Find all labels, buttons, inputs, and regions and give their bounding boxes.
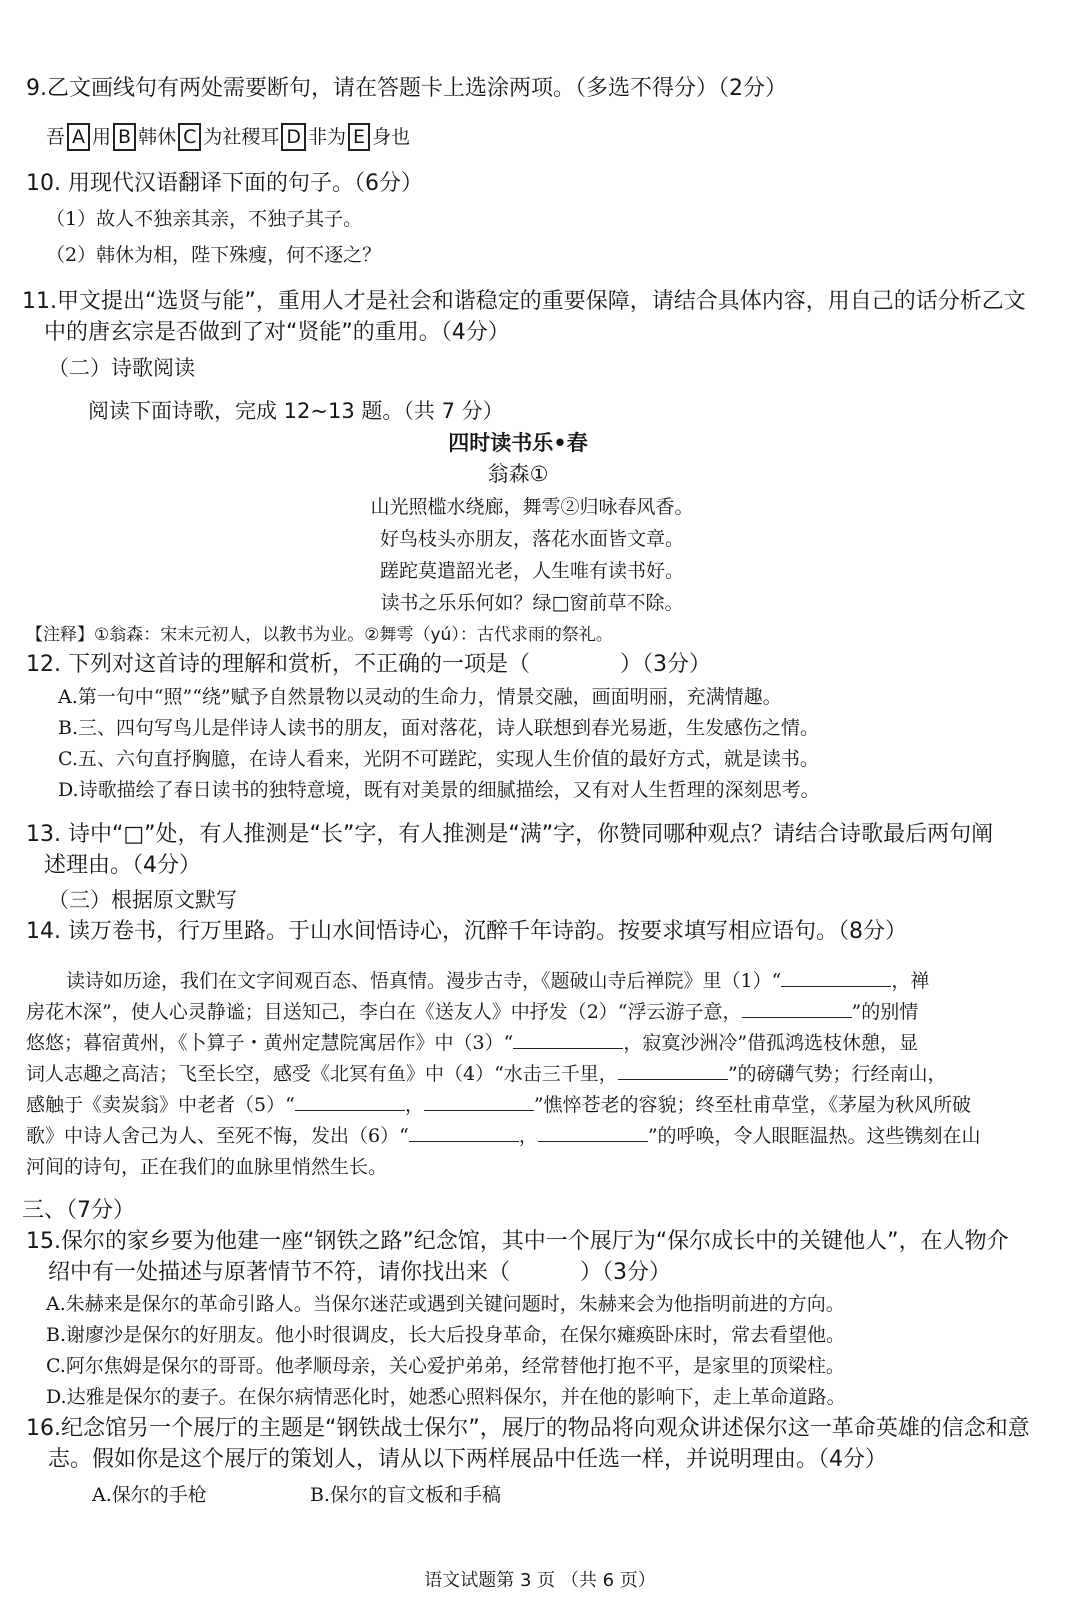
q14-text: 房花木深”，使人心灵静谧；目送知己，李白在《送友人》中抒发（2）“浮云游子意， bbox=[26, 1001, 742, 1023]
q16-line-1: 16.纪念馆另一个展厅的主题是“钢铁战士保尔”，展厅的物品将向观众讲述保尔这一革命英雄的信念和意 bbox=[26, 1416, 1030, 1441]
poem-line-1: 山光照槛水绕廊，舞雩②归咏春风香。 bbox=[370, 496, 694, 518]
q15-line-1: 15.保尔的家乡要为他建一座“钢铁之路”纪念馆，其中一个展厅为“保尔成长中的关键他人”，在人物介 bbox=[26, 1229, 1009, 1254]
q10-sentence-2: （2）韩休为相，陛下殊瘦，何不逐之？ bbox=[46, 244, 382, 266]
q9-seg-2: 用 bbox=[92, 126, 112, 148]
q9-stem: 9.乙文画线句有两处需要断句，请在答题卡上选涂两项。（多选不得分）（2分） bbox=[26, 76, 787, 101]
q10-stem: 10. 用现代汉语翻译下面的句子。（6分） bbox=[26, 171, 423, 196]
q12-option-b[interactable]: B.三、四句写鸟儿是伴诗人读书的朋友，面对落花，诗人联想到春光易逝，生发感伤之情。 bbox=[58, 717, 820, 739]
q14-para-line-4 bbox=[26, 1059, 947, 1089]
q14-text: 读诗如历途，我们在文字间观百态、悟真情。漫步古寺，《题破山寺后禅院》里（1）“ bbox=[66, 970, 782, 992]
q14-text: ，寂寞沙洲冷”借孤鸿选枝休憩，显 bbox=[623, 1032, 919, 1054]
part-three-heading: 三、（7分） bbox=[22, 1198, 135, 1223]
poem-title: 四时读书乐•春 bbox=[448, 431, 588, 455]
q9-seg-3: 韩休 bbox=[138, 126, 177, 148]
section-dictation-heading: （三）根据原文默写 bbox=[48, 888, 237, 912]
q14-para-line-1 bbox=[66, 966, 929, 996]
q14-para-line-3 bbox=[26, 1028, 918, 1058]
poem-notes: 【注释】①翁森：宋末元初人，以教书为业。②舞雩（yú）：古代求雨的祭礼。 bbox=[26, 625, 613, 645]
q9-option-b[interactable]: B bbox=[113, 123, 136, 151]
q9-seg-5: 非为 bbox=[308, 126, 347, 148]
q16-line-2: 志。假如你是这个展厅的策划人，请从以下两样展品中任选一样，并说明理由。（4分） bbox=[48, 1447, 887, 1472]
q14-text: 悠悠；暮宿黄州，《卜算子・黄州定慧院寓居作》中（3）“ bbox=[26, 1032, 514, 1054]
q14-blank-4[interactable] bbox=[618, 1059, 728, 1080]
q14-blank-6a[interactable] bbox=[409, 1121, 519, 1142]
q14-text: ”的呼唤，令人眼眶温热。这些镌刻在山 bbox=[647, 1125, 981, 1147]
q9-option-c[interactable]: C bbox=[178, 123, 201, 151]
q14-blank-3[interactable] bbox=[513, 1028, 623, 1049]
q14-text: 歌》中诗人舍己为人、至死不悔，发出（6）“ bbox=[26, 1125, 409, 1147]
q14-text: ， bbox=[404, 1094, 424, 1116]
q12-stem-text: 12. 下列对这首诗的理解和赏析，不正确的一项是（ bbox=[26, 652, 530, 677]
q14-para-line-5 bbox=[26, 1090, 971, 1120]
section-poetry-heading: （二）诗歌阅读 bbox=[48, 356, 195, 380]
poem-author: 翁森① bbox=[487, 462, 549, 486]
q12-option-d[interactable]: D.诗歌描绘了春日读书的独特意境，既有对美景的细腻描绘，又有对人生哲理的深刻思考。 bbox=[58, 779, 820, 801]
q9-seg-6: 身也 bbox=[372, 126, 411, 148]
q15-option-a[interactable]: A.朱赫来是保尔的革命引路人。当保尔迷茫或遇到关键问题时，朱赫来会为他指明前进的方向。 bbox=[46, 1293, 845, 1315]
q15-line-2 bbox=[48, 1258, 671, 1288]
q15-stem-text: 绍中有一处描述与原著情节不符，请你找出来（ bbox=[48, 1260, 511, 1285]
page-footer: 语文试题第 3 页 （共 6 页） bbox=[424, 1570, 656, 1591]
q14-text: ，禅 bbox=[891, 970, 930, 992]
q15-option-b[interactable]: B.谢廖沙是保尔的好朋友。他小时很调皮，长大后投身革命，在保尔瘫痪卧床时，常去看望他。 bbox=[46, 1324, 846, 1346]
q14-blank-2[interactable] bbox=[742, 997, 852, 1018]
q15-option-d[interactable]: D.达雅是保尔的妻子。在保尔病情恶化时，她悉心照料保尔，并在他的影响下，走上革命道路。 bbox=[46, 1386, 846, 1408]
q9-seg-1: 吾 bbox=[46, 126, 66, 148]
q12-stem bbox=[26, 650, 711, 680]
q14-blank-5b[interactable] bbox=[424, 1090, 534, 1111]
q14-text: ， bbox=[518, 1125, 538, 1147]
q12-stem-score: ）（3分） bbox=[619, 652, 711, 677]
q14-blank-1[interactable] bbox=[781, 966, 891, 987]
q14-stem: 14. 读万卷书，行万里路。于山水间悟诗心，沉醉千年诗韵。按要求填写相应语句。（8分） bbox=[26, 919, 907, 944]
q14-text: ”的磅礴气势；行经南山， bbox=[727, 1063, 947, 1085]
poem-intro: 阅读下面诗歌，完成 12~13 题。（共 7 分） bbox=[88, 399, 504, 423]
q14-text: 词人志趣之高洁；飞至长空，感受《北冥有鱼》中（4）“水击三千里， bbox=[26, 1063, 618, 1085]
q15-stem-score: ）（3分） bbox=[580, 1260, 672, 1285]
q15-option-c[interactable]: C.阿尔焦姆是保尔的哥哥。他孝顺母亲，关心爱护弟弟，经常替他打抱不平，是家里的顶梁柱。 bbox=[46, 1355, 845, 1377]
q9-seg-4: 为社稷耳 bbox=[203, 126, 280, 148]
q11-line-1: 11.甲文提出“选贤与能”，重用人才是社会和谐稳定的重要保障，请结合具体内容，用自己的话分析乙文 bbox=[22, 289, 1026, 314]
q16-option-a[interactable]: A.保尔的手枪 bbox=[92, 1484, 207, 1506]
q13-line-1: 13. 诗中“□”处，有人推测是“长”字，有人推测是“满”字，你赞同哪种观点？请结合诗歌最后两句阐 bbox=[26, 822, 994, 847]
poem-line-2: 好鸟枝头亦朋友，落花水面皆文章。 bbox=[379, 528, 684, 550]
q14-blank-5a[interactable] bbox=[295, 1090, 405, 1111]
q9-option-a[interactable]: A bbox=[67, 123, 90, 151]
q12-option-a[interactable]: A.第一句中“照”“绕”赋予自然景物以灵动的生命力，情景交融，画面明丽，充满情趣。 bbox=[58, 686, 782, 708]
q16-option-b[interactable]: B.保尔的盲文板和手稿 bbox=[310, 1484, 502, 1506]
q9-sentence bbox=[46, 122, 410, 152]
q14-para-line-6 bbox=[26, 1121, 981, 1151]
q14-text: ”憔悴苍老的容貌；终至杜甫草堂，《茅屋为秋风所破 bbox=[533, 1094, 972, 1116]
q10-sentence-1: （1）故人不独亲其亲，不独子其子。 bbox=[46, 208, 363, 230]
poem-line-3: 蹉跎莫遣韶光老，人生唯有读书好。 bbox=[379, 560, 684, 582]
q12-option-c[interactable]: C.五、六句直抒胸臆，在诗人看来，光阴不可蹉跎，实现人生价值的最好方式，就是读书。 bbox=[58, 748, 819, 770]
q14-text: ”的别情 bbox=[851, 1001, 919, 1023]
q14-para-line-7: 河间的诗句，正在我们的血脉里悄然生长。 bbox=[26, 1156, 388, 1178]
q9-option-e[interactable]: E bbox=[348, 123, 370, 151]
q13-line-2: 述理由。（4分） bbox=[44, 853, 201, 878]
q9-option-d[interactable]: D bbox=[281, 123, 306, 151]
q11-line-2: 中的唐玄宗是否做到了对“贤能”的重用。（4分） bbox=[44, 320, 510, 345]
q14-para-line-2 bbox=[26, 997, 918, 1027]
poem-line-4: 读书之乐乐何如？绿□窗前草不除。 bbox=[380, 592, 684, 614]
q14-text: 感触于《卖炭翁》中老者（5）“ bbox=[26, 1094, 295, 1116]
q14-blank-6b[interactable] bbox=[538, 1121, 648, 1142]
